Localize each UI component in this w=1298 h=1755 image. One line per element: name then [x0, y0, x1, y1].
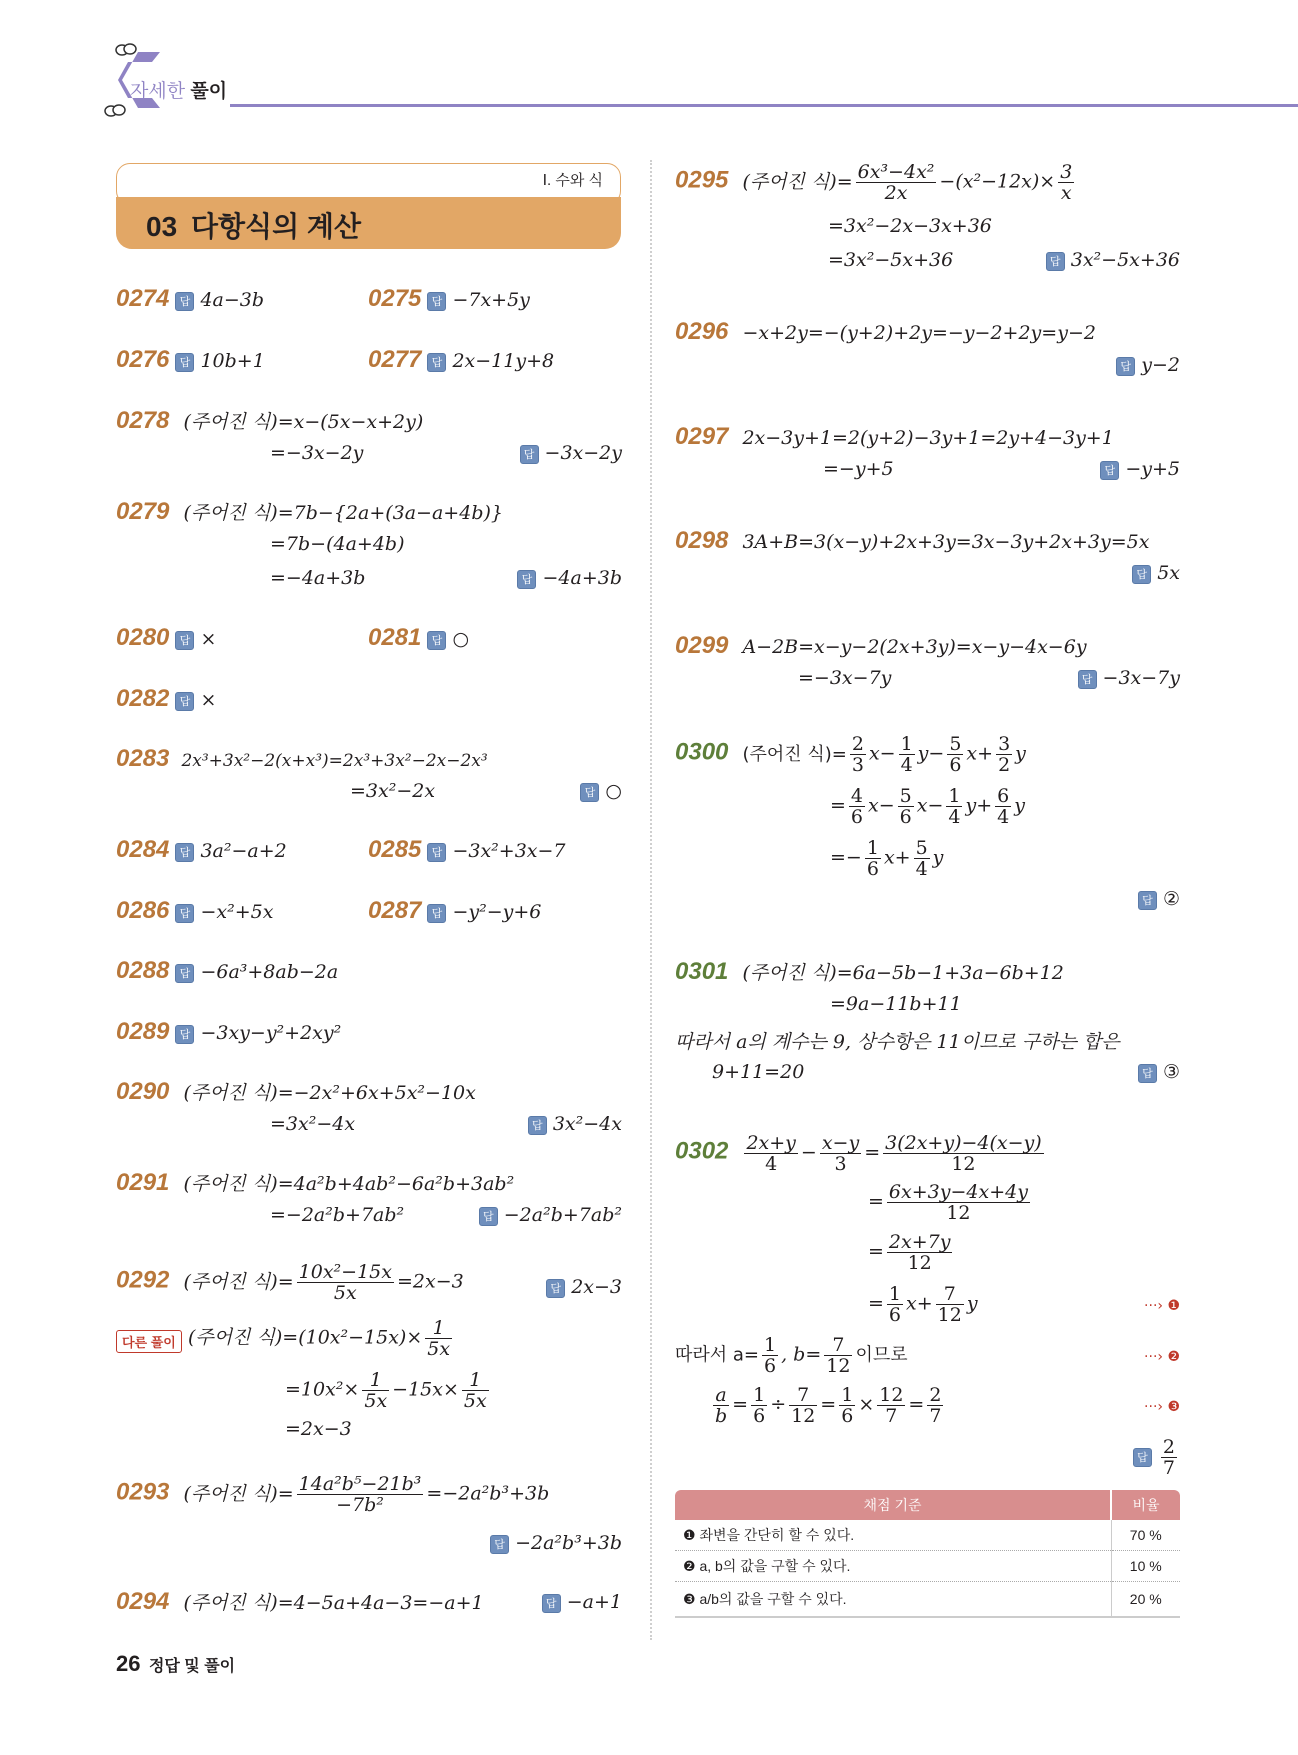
- section-number: 03: [146, 211, 178, 242]
- answer-0290: [528, 1113, 622, 1135]
- problem-0301: [675, 958, 1064, 986]
- page-number: 26: [116, 1651, 141, 1676]
- solution-line: =−2a²b+7ab²: [270, 1204, 405, 1226]
- problem-number: 0299: [675, 632, 729, 659]
- solution-line: (주어진 식)=6a−5b−1+3a−6b+12: [742, 962, 1064, 984]
- problem-0300: 0300 (주어진 식)= $\frac{2}{3}$ x− $\frac{1}{4}$ y− $\frac{5}{6}$ x+ $\frac{3}{2}$ y: [675, 733, 1026, 776]
- header-label-light: 자세한: [130, 81, 186, 102]
- problem-number: 0301: [675, 958, 729, 985]
- criterion-cell: ❷ a, b의 값을 구할 수 있다.: [675, 1551, 1111, 1582]
- problem-0294: [116, 1588, 484, 1616]
- answer-0298: [1132, 562, 1180, 584]
- problem-0275: [368, 285, 530, 313]
- solution-line: =9a−11b+11: [830, 993, 962, 1015]
- answer-icon: 답: [520, 445, 539, 464]
- scoring-table: [675, 1490, 1180, 1618]
- footer-label: 정답 및 풀이: [148, 1658, 236, 1675]
- answer-icon: 답: [1138, 1064, 1157, 1083]
- answer-0300: [1138, 888, 1180, 910]
- answer-0299: [1078, 667, 1180, 689]
- problem-number: 0293: [116, 1478, 170, 1506]
- answer: ○: [605, 780, 622, 802]
- problem-number: 0300: [675, 738, 729, 766]
- answer: −3x−7y: [1102, 667, 1180, 689]
- answer-icon: 답: [1078, 670, 1097, 689]
- answer: −y+5: [1125, 458, 1180, 480]
- solution-line: $\frac{a}{b}$ = $\frac{1}{6}$ ÷ $\frac{7}{12}$ = $\frac{1}{6}$ × $\frac{12}{7}$ = $\frac{2}{7}$: [715, 1384, 942, 1427]
- answer-0283: [580, 780, 622, 802]
- problem-0284: [116, 836, 287, 864]
- answer: ③: [1162, 1061, 1180, 1083]
- answer: 3x²−5x+36: [1070, 249, 1180, 271]
- problem-0302: 0302 $\frac{2x+y}{4}$ − $\frac{x-y}{3}$ = $\frac{3(2x+y)-4(x-y)}{12}$: [675, 1132, 1042, 1175]
- header-label-bold: 풀이: [190, 81, 228, 102]
- answer-icon: 답: [175, 631, 194, 650]
- problem-0299: [675, 632, 1087, 660]
- problem-number: 0281: [368, 624, 422, 651]
- problem-0292: [116, 1262, 464, 1303]
- solution-line: =3x²−2x−3x+36: [828, 215, 992, 237]
- answer-icon: 답: [175, 904, 194, 923]
- problem-number: 0290: [116, 1078, 170, 1105]
- chapter-label: Ⅰ. 수와 식: [542, 172, 603, 189]
- other-solution-badge: 다른 풀이: [116, 1330, 182, 1353]
- section-banner: [116, 163, 621, 248]
- problem-0282: [116, 685, 216, 713]
- problem-number: 0284: [116, 836, 170, 863]
- table-row: [675, 1520, 1180, 1551]
- problem-0287: [368, 897, 541, 925]
- problem-number: 0282: [116, 685, 170, 712]
- solution-line: =−4a+3b: [270, 567, 366, 589]
- problem-number: 0278: [116, 407, 170, 434]
- solution-line: =−y+5: [823, 458, 894, 480]
- answer: −2a²b+7ab²: [503, 1204, 622, 1226]
- answer-icon: 답: [542, 1594, 561, 1613]
- answer: ○: [452, 628, 470, 650]
- problem-number: 0297: [675, 423, 729, 450]
- problem-0281: [368, 624, 469, 652]
- answer-icon: 답: [427, 631, 446, 650]
- other-solution-line: (주어진 식)=(10x²−15x)× $\frac{1}{5x}$: [188, 1317, 451, 1360]
- answer-icon: 답: [546, 1279, 565, 1298]
- solution-line: (주어진 식)=−2x²+6x+5x²−10x: [183, 1082, 476, 1104]
- problem-0298: [675, 527, 1149, 555]
- table-row: [675, 1582, 1180, 1618]
- problem-number: 0291: [116, 1169, 170, 1196]
- problem-0290: [116, 1078, 476, 1106]
- answer: −7x+5y: [452, 289, 530, 311]
- problem-0289: [116, 1018, 341, 1046]
- fraction: $\frac{\text{14a²b⁵−21b³}}{\text{−7b²}}$: [298, 1473, 422, 1516]
- problem-0274: [116, 285, 264, 313]
- ratio-cell: 20 %: [1111, 1582, 1180, 1618]
- problem-number: 0275: [368, 285, 422, 312]
- answer: −y²−y+6: [452, 901, 542, 923]
- answer-icon: 답: [479, 1207, 498, 1226]
- problem-number: 0295: [675, 166, 729, 194]
- solution-line: 따라서 a의 계수는 9, 상수항은 11이므로 구하는 합은: [675, 1031, 1120, 1053]
- problem-0288: [116, 957, 338, 985]
- answer-0301: [1138, 1061, 1180, 1083]
- problem-number: 0292: [116, 1266, 170, 1294]
- section-title: 다항식의 계산: [190, 211, 362, 242]
- answer-icon: 답: [175, 1025, 194, 1044]
- page-footer: [116, 1651, 235, 1677]
- answer-icon: 답: [490, 1535, 509, 1554]
- answer: −3x²+3x−7: [452, 840, 566, 862]
- answer: 3x²−4x: [552, 1113, 622, 1135]
- step-marker: ···› ❶: [1144, 1298, 1180, 1314]
- solution-line: = $\frac{1}{6}$ x+ $\frac{7}{12}$ y: [868, 1283, 978, 1326]
- answer-0297: [1100, 458, 1180, 480]
- answer: ×: [200, 689, 217, 711]
- fraction: $\frac{\text{10x²−15x}}{5x}$: [298, 1261, 392, 1304]
- answer: 3a²−a+2: [200, 840, 287, 862]
- answer-icon: 답: [528, 1116, 547, 1135]
- answer: −3xy−y²+2xy²: [200, 1022, 342, 1044]
- answer-icon: 답: [1138, 891, 1157, 910]
- answer: 5x: [1157, 562, 1180, 584]
- ratio-cell: 70 %: [1111, 1520, 1180, 1551]
- problem-0291: [116, 1169, 514, 1197]
- solution-line: 3A+B=3(x−y)+2x+3y=3x−3y+2x+3y=5x: [742, 531, 1150, 553]
- solution-line: (주어진 식)=7b−{2a+(3a−a+4b)}: [183, 502, 503, 524]
- answer-icon: 답: [1116, 357, 1135, 376]
- problem-number: 0283: [116, 745, 170, 772]
- solution-line: (주어진 식)=4−5a+4a−3=−a+1: [183, 1592, 484, 1614]
- problem-number: 0286: [116, 897, 170, 924]
- problem-0293: [116, 1474, 549, 1515]
- answer-0278: [520, 442, 622, 464]
- problem-0285: [368, 836, 566, 864]
- solution-line: 9+11=20: [712, 1061, 805, 1083]
- problem-number: 0279: [116, 498, 170, 525]
- solution-line: =−3x−7y: [798, 667, 892, 689]
- answer: 10b+1: [200, 350, 265, 372]
- problem-0278: [116, 407, 423, 435]
- solution-line: = $\frac{6x+3y-4x+4y}{12}$: [868, 1181, 1028, 1224]
- answer-0279: [517, 567, 622, 589]
- problem-number: 0288: [116, 957, 170, 984]
- solution-line: 따라서 a= $\frac{1}{6}$ , b= $\frac{7}{12}$ 이므로: [675, 1334, 908, 1377]
- answer-0295: [1046, 249, 1180, 271]
- problem-0286: [116, 897, 273, 925]
- solution-line: =−3x−2y: [270, 442, 364, 464]
- step-marker: ···› ❸: [1144, 1399, 1180, 1415]
- answer-icon: 답: [427, 904, 446, 923]
- solution-line: =− $\frac{1}{6}$ x+ $\frac{5}{4}$ y: [830, 837, 944, 880]
- answer-icon: 답: [580, 783, 599, 802]
- answer-icon: 답: [175, 353, 194, 372]
- answer-icon: 답: [1100, 461, 1119, 480]
- problem-number: 0302: [675, 1137, 729, 1165]
- problem-number: 0287: [368, 897, 422, 924]
- answer: 4a−3b: [200, 289, 265, 311]
- answer: ②: [1162, 888, 1180, 910]
- solution-line: =3x²−4x: [270, 1113, 356, 1135]
- problem-number: 0296: [675, 318, 729, 345]
- problem-number: 0285: [368, 836, 422, 863]
- answer-0294: [542, 1591, 622, 1613]
- answer-icon: 답: [427, 292, 446, 311]
- solution-line: =2x−3: [396, 1270, 464, 1293]
- answer-icon: 답: [175, 843, 194, 862]
- solution-line: 2x−3y+1=2(y+2)−3y+1=2y+4−3y+1: [742, 427, 1114, 449]
- ratio-cell: 10 %: [1111, 1551, 1180, 1582]
- solution-line: =−2a²b³+3b: [426, 1482, 550, 1505]
- criterion-cell: ❸ a/b의 값을 구할 수 있다.: [675, 1582, 1111, 1618]
- solution-line: = $\frac{2x+7y}{12}$: [868, 1231, 951, 1274]
- answer: y−2: [1141, 354, 1180, 376]
- answer-icon: 답: [427, 843, 446, 862]
- answer-0292: [546, 1276, 622, 1298]
- answer-icon: 답: [175, 692, 194, 711]
- solution-line: =7b−(4a+4b): [270, 533, 405, 555]
- problem-number: 0274: [116, 285, 170, 312]
- problem-number: 0276: [116, 346, 170, 373]
- problem-0280: [116, 624, 216, 652]
- problem-number: 0280: [116, 624, 170, 651]
- answer-icon: 답: [1132, 565, 1151, 584]
- table-header-row: [675, 1490, 1180, 1520]
- table-header: 채점 기준: [675, 1490, 1111, 1520]
- solution-line: (주어진 식)=x−(5x−x+2y): [183, 411, 424, 433]
- problem-0296: [675, 318, 1096, 346]
- solution-line: (주어진 식)=: [183, 1270, 294, 1293]
- solution-line: =3x²−2x: [350, 780, 436, 802]
- header-rule: [230, 104, 1298, 107]
- table-row: [675, 1551, 1180, 1582]
- solution-line: =3x²−5x+36: [828, 249, 954, 271]
- answer: −x²+5x: [200, 901, 274, 923]
- solution-line: (주어진 식)=4a²b+4ab²−6a²b+3ab²: [183, 1173, 515, 1195]
- answer-0291: [479, 1204, 622, 1226]
- answer: 2x−3: [571, 1276, 622, 1298]
- answer: ×: [200, 628, 217, 650]
- criterion-cell: ❶ 좌변을 간단히 할 수 있다.: [675, 1520, 1111, 1551]
- problem-number: 0298: [675, 527, 729, 554]
- problem-number: 0289: [116, 1018, 170, 1045]
- page-header: [100, 40, 1298, 120]
- problem-number: 0294: [116, 1588, 170, 1615]
- problem-0277: [368, 346, 554, 374]
- solution-line: = $\frac{4}{6}$ x− $\frac{5}{6}$ x− $\frac{1}{4}$ y+ $\frac{6}{4}$ y: [830, 785, 1025, 828]
- answer: −2a²b³+3b: [515, 1532, 622, 1554]
- answer: −4a+3b: [542, 567, 622, 589]
- answer-0302: 답 $\frac{2}{7}$: [1133, 1437, 1180, 1478]
- answer: 2x−11y+8: [452, 350, 555, 372]
- problem-number: 0277: [368, 346, 422, 373]
- solution-line: (주어진 식)=: [183, 1482, 294, 1505]
- answer-icon: 답: [175, 292, 194, 311]
- answer-icon: 답: [175, 964, 194, 983]
- table-header: 비율: [1111, 1490, 1180, 1520]
- problem-0276: [116, 346, 265, 374]
- answer-icon: 답: [1133, 1448, 1152, 1467]
- answer-icon: 답: [427, 353, 446, 372]
- answer-icon: 답: [517, 570, 536, 589]
- answer: −a+1: [566, 1591, 622, 1613]
- step-marker: ···› ❷: [1144, 1349, 1180, 1365]
- answer: −3x−2y: [544, 442, 622, 464]
- problem-0283: [116, 745, 488, 773]
- problem-0297: [675, 423, 1114, 451]
- answer: −6a³+8ab−2a: [200, 961, 339, 983]
- problem-0295: 0295 (주어진 식)= $\frac{\text{6x³−4x²}}{2x}$ −(x²−12x)× $\frac{3}{x}$: [675, 161, 1073, 204]
- problem-0279: [116, 498, 503, 526]
- answer-0296: [1116, 354, 1180, 376]
- other-solution-line: =2x−3: [285, 1418, 352, 1440]
- solution-line: 2x³+3x²−2(x+x³)=2x³+3x²−2x−2x³: [181, 751, 488, 771]
- column-divider: [650, 160, 652, 1640]
- answer-0293: [490, 1532, 622, 1554]
- solution-line: A−2B=x−y−2(2x+3y)=x−y−4x−6y: [742, 636, 1087, 658]
- answer-icon: 답: [1046, 252, 1065, 271]
- other-solution-line: =10x²× $\frac{1}{5x}$ −15x× $\frac{1}{5x}$: [285, 1369, 487, 1412]
- solution-line: −x+2y=−(y+2)+2y=−y−2+2y=y−2: [742, 322, 1096, 344]
